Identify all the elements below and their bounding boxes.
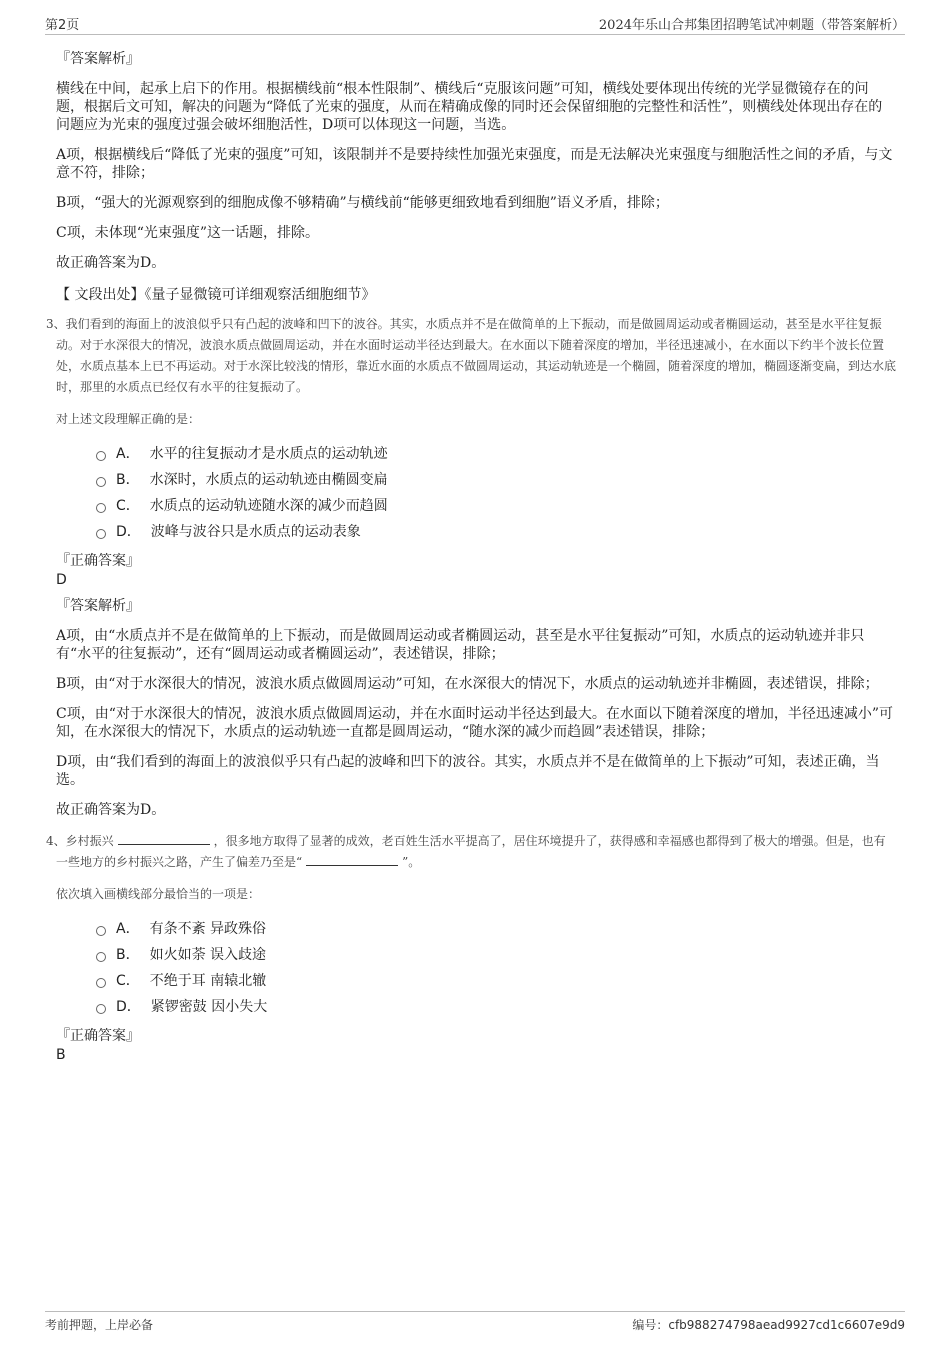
option-letter: A． xyxy=(116,921,140,937)
q3-analysis-para-2: B项，由“对于水深很大的情况，波浪水质点做圆周运动”可知，在水深很大的情况下，水质点的运动轨迹并非椭圆，表述错误，排除； xyxy=(56,676,879,692)
q3-options xyxy=(96,441,896,545)
option-text: 如火如荼 误入歧途 xyxy=(149,947,267,963)
q2-source: 【 文段出处】《量子显微镜可详细观察活细胞细节》 xyxy=(56,287,376,303)
page-header xyxy=(45,12,905,35)
radio-icon[interactable] xyxy=(96,529,106,539)
option-letter: C． xyxy=(116,498,140,514)
radio-icon[interactable] xyxy=(96,503,106,513)
radio-icon[interactable] xyxy=(96,952,106,962)
q2-analysis-para-3: B项，“强大的光源观察到的细胞成像不够精确”与横线前“能够更细致地看到细胞”语义矛盾，排除； xyxy=(56,195,669,211)
option-letter: B． xyxy=(116,472,140,488)
footer-serial: 编号：cfb988274798aead9927cd1c6607e9d9 xyxy=(632,1318,905,1332)
q3-analysis-para-5: 故正确答案为D。 xyxy=(56,802,166,818)
q4-question-part-3: ”。 xyxy=(402,855,421,869)
option-text: 水质点的运动轨迹随水深的减少而趋圆 xyxy=(149,498,388,514)
q2-analysis-label: 『答案解析』 xyxy=(56,51,140,67)
q4-correct-value: B xyxy=(56,1047,66,1063)
option-text: 有条不紊 异政殊俗 xyxy=(149,921,267,937)
q4-question-text xyxy=(46,831,896,873)
option-text: 波峰与波谷只是水质点的运动表象 xyxy=(150,524,361,540)
page-footer xyxy=(45,1311,905,1332)
q3-option-c[interactable] xyxy=(96,493,896,519)
option-text: 水深时，水质点的运动轨迹由椭圆变扁 xyxy=(149,472,388,488)
q4-options xyxy=(96,916,896,1020)
q3-prompt: 对上述文段理解正确的是： xyxy=(56,412,201,426)
radio-icon[interactable] xyxy=(96,978,106,988)
option-text: 紧锣密鼓 因小失大 xyxy=(150,999,268,1015)
q3-option-d[interactable] xyxy=(96,519,896,545)
option-letter: D． xyxy=(116,999,141,1015)
blank-line xyxy=(118,832,210,845)
option-letter: D． xyxy=(116,524,141,540)
option-letter: B． xyxy=(116,947,140,963)
q4-question-part-1: 4、乡村振兴 xyxy=(46,834,114,848)
footer-slogan: 考前押题，上岸必备 xyxy=(45,1318,154,1332)
q4-option-b[interactable] xyxy=(96,942,896,968)
q3-correct-label: 『正确答案』 xyxy=(56,553,140,569)
q3-analysis-para-3: C项，由“对于水深很大的情况，波浪水质点做圆周运动，并在水面时运动半径达到最大。在水面以下随着深度的增加，半径迅速减小”可知，在水深很大的情况下，水质点的运动轨迹一直都是圆周运动，“随水深的减少而趋圆”表述错误，排除； xyxy=(56,706,894,740)
option-text: 水平的往复振动才是水质点的运动轨迹 xyxy=(149,446,388,462)
q3-analysis-para-4: D项，由“我们看到的海面上的波浪似乎只有凸起的波峰和凹下的波谷。其实，水质点并不是在做简单的上下振动”可知，表述正确，当选。 xyxy=(56,754,880,788)
radio-icon[interactable] xyxy=(96,451,106,461)
q4-prompt: 依次填入画横线部分最恰当的一项是： xyxy=(56,887,261,901)
q4-option-a[interactable] xyxy=(96,916,896,942)
blank-line xyxy=(306,853,398,866)
radio-icon[interactable] xyxy=(96,477,106,487)
q4-option-c[interactable] xyxy=(96,968,896,994)
q3-option-a[interactable] xyxy=(96,441,896,467)
q3-correct-value: D xyxy=(56,572,67,588)
q4-option-d[interactable] xyxy=(96,994,896,1020)
page-content xyxy=(46,42,897,1066)
option-text: 不绝于耳 南辕北辙 xyxy=(149,973,267,989)
q2-analysis-para-2: A项，根据横线后“降低了光束的强度”可知，该限制并不是要持续性加强光束强度，而是无法解决光束强度与细胞活性之间的矛盾，与文意不符，排除； xyxy=(56,147,893,181)
q3-analysis-para-1: A项，由“水质点并不是在做简单的上下振动，而是做圆周运动或者椭圆运动，甚至是水平往复振动”可知，水质点的运动轨迹并非只有“水平的往复振动”，还有“圆周运动或者椭圆运动”，表述错误，排除； xyxy=(56,628,865,662)
q3-analysis-label: 『答案解析』 xyxy=(56,598,140,614)
document-title: 2024年乐山合邦集团招聘笔试冲刺题（带答案解析） xyxy=(598,18,905,33)
option-letter: A． xyxy=(116,446,140,462)
q2-analysis-para-5: 故正确答案为D。 xyxy=(56,255,166,271)
q4-question-part-2: ，很多地方取得了显著的成效，老百姓生活水平提高了，居住环境提升了，获得感和幸福感也都得到了极大的增强。但是，也有一些地方的乡村振兴之路，产生了偏差乃至是“ xyxy=(56,834,886,869)
page-number: 第2页 xyxy=(45,18,80,33)
q4-correct-label: 『正确答案』 xyxy=(56,1028,140,1044)
q2-analysis-para-4: C项，未体现“光束强度”这一话题，排除。 xyxy=(56,225,320,241)
radio-icon[interactable] xyxy=(96,926,106,936)
q3-option-b[interactable] xyxy=(96,467,896,493)
radio-icon[interactable] xyxy=(96,1004,106,1014)
q2-analysis-para-1: 横线在中间，起承上启下的作用。根据横线前“根本性限制”、横线后“克服该问题”可知，横线处要体现出传统的光学显微镜存在的问题，根据后文可知，解决的问题为“降低了光束的强度，从而在精确成像的同时还会保留细胞的完整性和活性”，则横线处体现出存在的问题应为光束的强度过强会破坏细胞活性，D项可以体现这一问题，当选。 xyxy=(56,81,883,133)
option-letter: C． xyxy=(116,973,140,989)
q3-question-text: 3、我们看到的海面上的波浪似乎只有凸起的波峰和凹下的波谷。其实，水质点并不是在做简单的上下振动，而是做圆周运动或者椭圆运动，甚至是水平往复振动。对于水深很大的情况，波浪水质点做圆周运动，并在水面时运动半径达到最大。在水面以下随着深度的增加，半径迅速减小，在水面以下约半个波长位置处，水质点基本上已不再运动。对于水深比较浅的情形，靠近水面的水质点不做圆周运动，其运动轨迹是一个椭圆，随着深度的增加，椭圆逐渐变扁，到达水底时，那里的水质点已经仅有水平的往复振动了。 xyxy=(46,317,897,394)
